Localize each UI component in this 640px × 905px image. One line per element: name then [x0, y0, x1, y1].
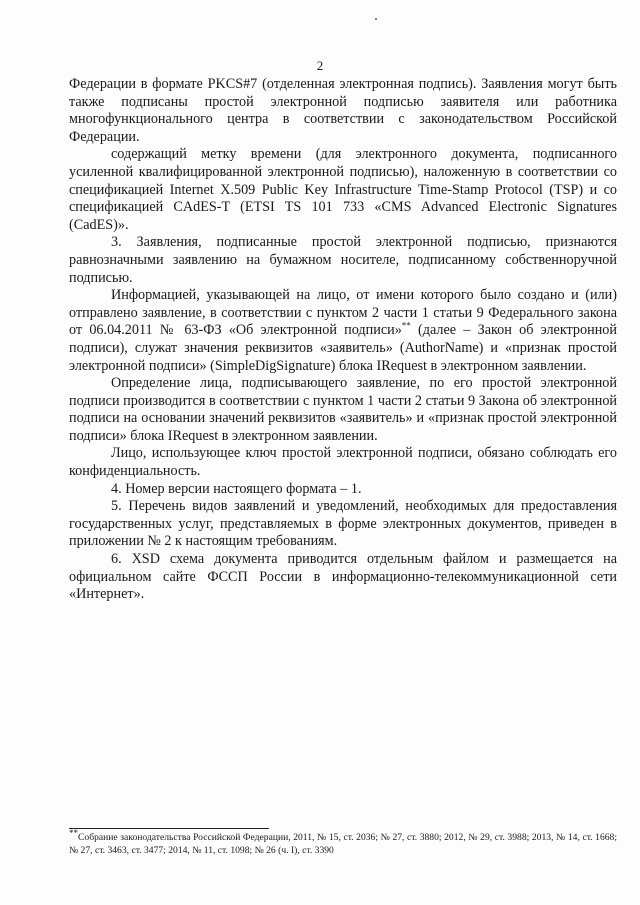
paragraph-information-part2: (далее – Закон об электронной подписи), служат значения реквизитов «заявитель» (AuthorName) и «признак простой электронной подписи» (SimpleDigSignature) блока IRequest в электронном заявлении.: [69, 322, 617, 374]
paragraph-confidentiality: Лицо, использующее ключ простой электронной подписи, обязано соблюдать его конфиденциальность.: [69, 445, 617, 480]
scan-speck: [375, 18, 377, 20]
paragraph-definition: Определение лица, подписывающего заявление, по его простой электронной подписи производится в соответствии с пунктом 1 части 2 статьи 9 Закона об электронной подписи на основании значений реквизитов «заявитель» и «признак простой электронной подписи» блока IRequest в электронном заявлении.: [69, 375, 617, 444]
paragraph-item-3: 3. Заявления, подписанные простой электронной подписью, признаются равнозначными заявлению на бумажном носителе, подписанному собственноручной подписью.: [69, 234, 617, 286]
paragraph-continuation: Федерации в формате PKCS#7 (отделенная электронная подпись). Заявления могут быть также подписаны простой электронной подписью заявителя или работника многофункционального центра в соответствии с законодательством Российской Федерации.: [69, 76, 617, 145]
paragraph-item-5: 5. Перечень видов заявлений и уведомлений, необходимых для предоставления государственных услуг, представляемых в форме электронных документов, приведен в приложении № 2 к настоящим требованиям.: [69, 498, 617, 550]
body-text: [69, 76, 617, 604]
footnote-reference: **: [401, 320, 411, 331]
paragraph-information-part1: Информацией, указывающей на лицо, от имени которого было создано и (или) отправлено заявление, в соответствии с пунктом 2 части 1 статьи 9 Федерального закона от 06.04.2011 № 63-ФЗ «Об электронной подписи»: [69, 287, 617, 339]
footnote-separator: [69, 828, 269, 829]
footnote-text: Собрание законодательства Российской Федерации, 2011, № 15, ст. 2036; № 27, ст. 3880; 2012, № 29, ст. 3988; 2013, № 14, ст. 1668; № 27, ст. 3463, ст. 3477; 2014, № 11, ст. 1098; № 26 (ч. I), ст. 3390: [69, 832, 617, 856]
footnote-marker: **: [69, 827, 78, 838]
paragraph-item-4: 4. Номер версии настоящего формата – 1.: [111, 480, 362, 497]
paragraph-item-6: 6. XSD схема документа приводится отдельным файлом и размещается на официальном сайте ФССП России в информационно-телекоммуникационной сети «Интернет».: [69, 551, 617, 603]
paragraph-information: [69, 287, 617, 375]
page-number: 2: [316, 58, 324, 73]
footnote: [69, 827, 617, 857]
paragraph-timestamp: содержащий метку времени (для электронного документа, подписанного усиленной квалифицированной электронной подписью), наложенную в соответствии со спецификацией Internet X.509 Public Key Infrastructure Time-Stamp Protocol (TSP) и со спецификацией CAdES-T (ETSI TS 101 733 «CMS Advanced Electronic Signatures (CadES)».: [69, 146, 617, 233]
